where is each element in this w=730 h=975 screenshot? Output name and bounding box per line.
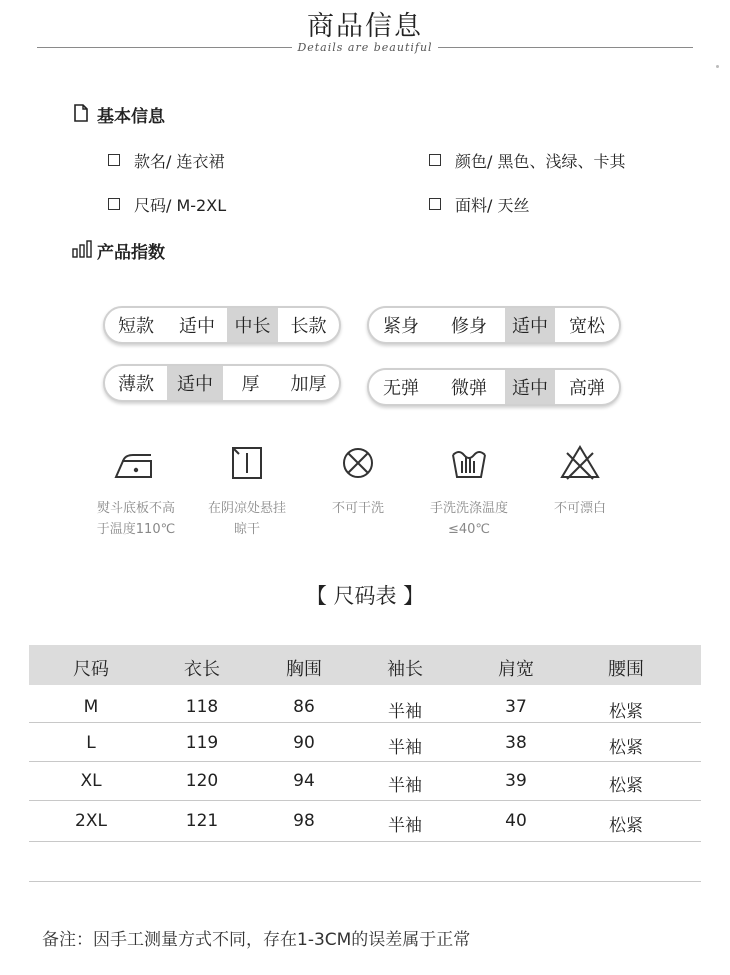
page-subtitle: Details are beautiful	[297, 41, 433, 54]
care-label-line: 不可漂白	[553, 501, 606, 516]
scale-option: 适中	[179, 316, 215, 337]
checkbox-icon	[429, 198, 441, 210]
basic-info-heading: 基本信息	[97, 107, 165, 127]
column-header: 衣长	[184, 659, 220, 680]
no-bleach-icon	[555, 443, 605, 483]
checkbox-icon	[108, 154, 120, 166]
table-cell: 37	[505, 697, 527, 717]
care-label-line: 熨斗底板不高	[96, 501, 175, 516]
table-cell: 120	[185, 771, 219, 791]
info-item-label: 尺码/ M-2XL	[134, 196, 227, 215]
table-cell: 松紧	[609, 702, 643, 722]
care-label-no-dry-clean	[298, 498, 418, 519]
info-item-label: 颜色/ 黑色、浅绿、卡其	[455, 152, 626, 171]
table-cell: XL	[80, 771, 102, 791]
info-item-fabric	[429, 193, 529, 216]
scale-stretch	[367, 368, 621, 406]
row-divider	[29, 841, 701, 842]
table-cell: 2XL	[75, 811, 107, 831]
row-divider	[29, 722, 701, 723]
scale-option-selected: 中长	[227, 308, 278, 342]
measurement-note: 备注：因手工测量方式不同，存在1-3CM的误差属于正常	[42, 930, 471, 950]
table-cell: 98	[293, 811, 315, 831]
care-label-hand-wash	[409, 498, 529, 540]
hand-wash-icon	[444, 443, 494, 483]
table-cell: 半袖	[388, 702, 422, 722]
table-cell: 半袖	[388, 776, 422, 796]
scale-option-selected: 适中	[167, 366, 223, 400]
column-header: 袖长	[387, 659, 423, 680]
scale-option: 宽松	[569, 316, 605, 337]
table-cell: 半袖	[388, 816, 422, 836]
table-cell: 118	[185, 697, 219, 717]
scale-length	[103, 306, 341, 344]
page-title: 商品信息	[307, 11, 423, 42]
table-cell: 半袖	[388, 738, 422, 758]
row-divider	[29, 761, 701, 762]
hang-dry-icon	[222, 443, 272, 483]
table-cell: M	[83, 697, 99, 717]
table-cell: 38	[505, 733, 527, 753]
table-cell: 40	[505, 811, 527, 831]
table-bottom-line	[29, 881, 701, 882]
scale-option: 高弹	[569, 378, 605, 399]
care-label-line: 不可干洗	[331, 501, 384, 516]
scale-option: 微弹	[451, 378, 487, 399]
scale-thickness	[103, 364, 341, 402]
table-cell: 94	[293, 771, 315, 791]
column-header: 尺码	[73, 659, 109, 680]
product-index-heading: 产品指数	[97, 243, 165, 263]
scale-fit	[367, 306, 621, 344]
scale-option: 长款	[290, 316, 327, 337]
scale-option-selected: 适中	[505, 370, 555, 404]
scale-option: 紧身	[383, 316, 419, 337]
care-label-iron	[76, 498, 196, 540]
info-item-size	[108, 193, 226, 216]
scale-option: 短款	[118, 316, 154, 337]
scale-option: 修身	[451, 316, 487, 337]
checkbox-icon	[429, 154, 441, 166]
care-label-line: 手洗洗涤温度	[429, 501, 508, 516]
info-item-style	[108, 149, 224, 172]
table-cell: 松紧	[609, 738, 643, 758]
bar-chart-icon	[72, 240, 94, 258]
document-icon	[73, 104, 89, 122]
decorative-dot	[716, 65, 719, 68]
size-table-title: 【 尺码表 】	[305, 584, 425, 608]
iron-icon	[111, 445, 161, 485]
care-label-line: 于温度110℃	[96, 522, 176, 537]
row-divider	[29, 800, 701, 801]
column-header: 肩宽	[498, 659, 534, 680]
column-header: 胸围	[286, 659, 322, 680]
scale-option: 加厚	[290, 374, 327, 395]
care-label-line: ≤40℃	[447, 522, 491, 537]
table-cell: 119	[185, 733, 219, 753]
care-label-hang-dry	[187, 498, 307, 540]
table-cell: 90	[293, 733, 315, 753]
care-label-line: 晾干	[233, 522, 260, 537]
table-cell: 86	[293, 697, 315, 717]
table-cell: L	[86, 733, 96, 753]
care-label-no-bleach	[520, 498, 640, 519]
scale-option: 厚	[241, 374, 260, 395]
info-item-label: 款名/ 连衣裙	[134, 152, 225, 171]
info-item-label: 面料/ 天丝	[455, 196, 530, 215]
care-label-line: 在阴凉处悬挂	[207, 501, 286, 516]
no-dry-clean-icon	[333, 443, 383, 483]
table-cell: 39	[505, 771, 527, 791]
scale-option: 薄款	[118, 374, 154, 395]
column-header: 腰围	[608, 659, 644, 680]
table-cell: 松紧	[609, 776, 643, 796]
checkbox-icon	[108, 198, 120, 210]
scale-option-selected: 适中	[505, 308, 555, 342]
table-cell: 121	[185, 811, 219, 831]
scale-option: 无弹	[383, 378, 419, 399]
info-item-color	[429, 149, 625, 172]
table-cell: 松紧	[609, 816, 643, 836]
